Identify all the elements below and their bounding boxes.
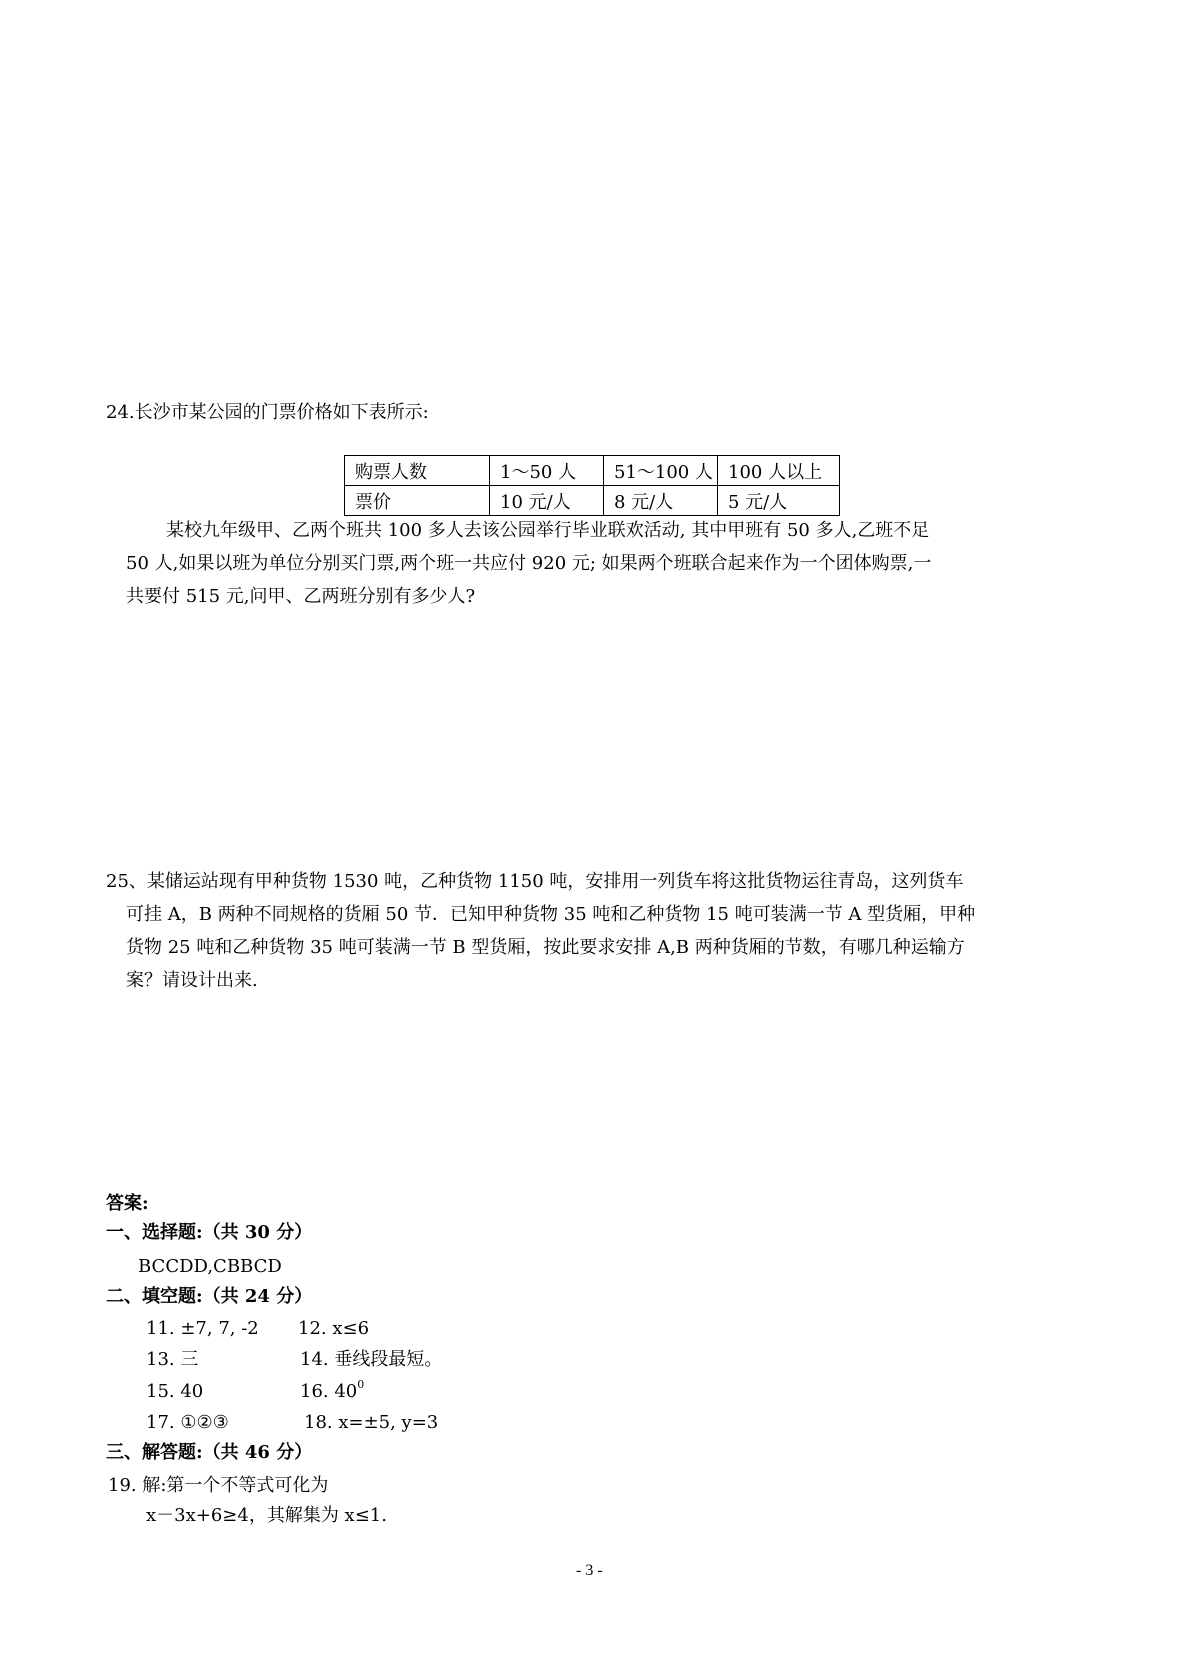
answer-item: 14. 垂线段最短。 bbox=[300, 1349, 443, 1370]
table-cell: 5 元/人 bbox=[718, 486, 840, 516]
page-number: - 3 - bbox=[576, 1562, 603, 1579]
table-cell: 1～50 人 bbox=[490, 456, 604, 486]
answer-item: 13. 三 bbox=[146, 1349, 199, 1370]
table-cell: 票价 bbox=[345, 486, 490, 516]
table-cell: 51～100 人 bbox=[604, 456, 718, 486]
section-heading: 一、选择题:（共 30 分） bbox=[106, 1222, 313, 1243]
answer-item: 11. ±7, 7, -2 bbox=[146, 1318, 259, 1339]
answer-item: 19. 解:第一个不等式可化为 bbox=[108, 1475, 329, 1496]
answer-16-text: 16. 40 bbox=[300, 1381, 358, 1402]
answer-item: 15. 40 bbox=[146, 1381, 204, 1402]
table-cell: 10 元/人 bbox=[490, 486, 604, 516]
table-row bbox=[345, 486, 840, 516]
q24-para-line: 共要付 515 元,问甲、乙两班分别有多少人? bbox=[126, 586, 476, 607]
table-cell: 100 人以上 bbox=[718, 456, 840, 486]
q25-line: 可挂 A，B 两种不同规格的货厢 50 节．已知甲种货物 35 吨和乙种货物 15 吨可装满一节 A 型货厢，甲种 bbox=[126, 904, 976, 925]
answer-item: x－3x+6≥4，其解集为 x≤1. bbox=[146, 1505, 387, 1526]
q24-para-line: 某校九年级甲、乙两个班共 100 多人去该公园举行毕业联欢活动, 其中甲班有 50 多人,乙班不足 bbox=[166, 520, 930, 541]
answer-item bbox=[300, 1378, 365, 1403]
answer-item: 12. x≤6 bbox=[298, 1318, 370, 1339]
table-cell: 8 元/人 bbox=[604, 486, 718, 516]
section-heading: 三、解答题:（共 46 分） bbox=[106, 1442, 313, 1463]
answer-item: 18. x=±5, y=3 bbox=[304, 1412, 439, 1433]
q25-line: 货物 25 吨和乙种货物 35 吨可装满一节 B 型货厢，按此要求安排 A,B 两种货厢的节数，有哪几种运输方 bbox=[126, 937, 965, 958]
ticket-price-table bbox=[344, 455, 840, 516]
choice-answers: BCCDD,CBBCD bbox=[138, 1256, 282, 1277]
answers-heading: 答案: bbox=[106, 1193, 149, 1214]
section-heading: 二、填空题:（共 24 分） bbox=[106, 1286, 313, 1307]
q24-title: 24.长沙市某公园的门票价格如下表所示: bbox=[106, 402, 429, 423]
table-row bbox=[345, 456, 840, 486]
table-cell: 购票人数 bbox=[345, 456, 490, 486]
q25-line: 25、某储运站现有甲种货物 1530 吨，乙种货物 1150 吨，安排用一列货车将这批货物运往青岛，这列货车 bbox=[106, 871, 964, 892]
answer-item: 17. ①②③ bbox=[146, 1412, 229, 1433]
q25-line: 案？请设计出来. bbox=[126, 970, 258, 991]
degree-superscript: 0 bbox=[357, 1378, 365, 1391]
q24-para-line: 50 人,如果以班为单位分别买门票,两个班一共应付 920 元; 如果两个班联合起来作为一个团体购票,一 bbox=[126, 553, 932, 574]
